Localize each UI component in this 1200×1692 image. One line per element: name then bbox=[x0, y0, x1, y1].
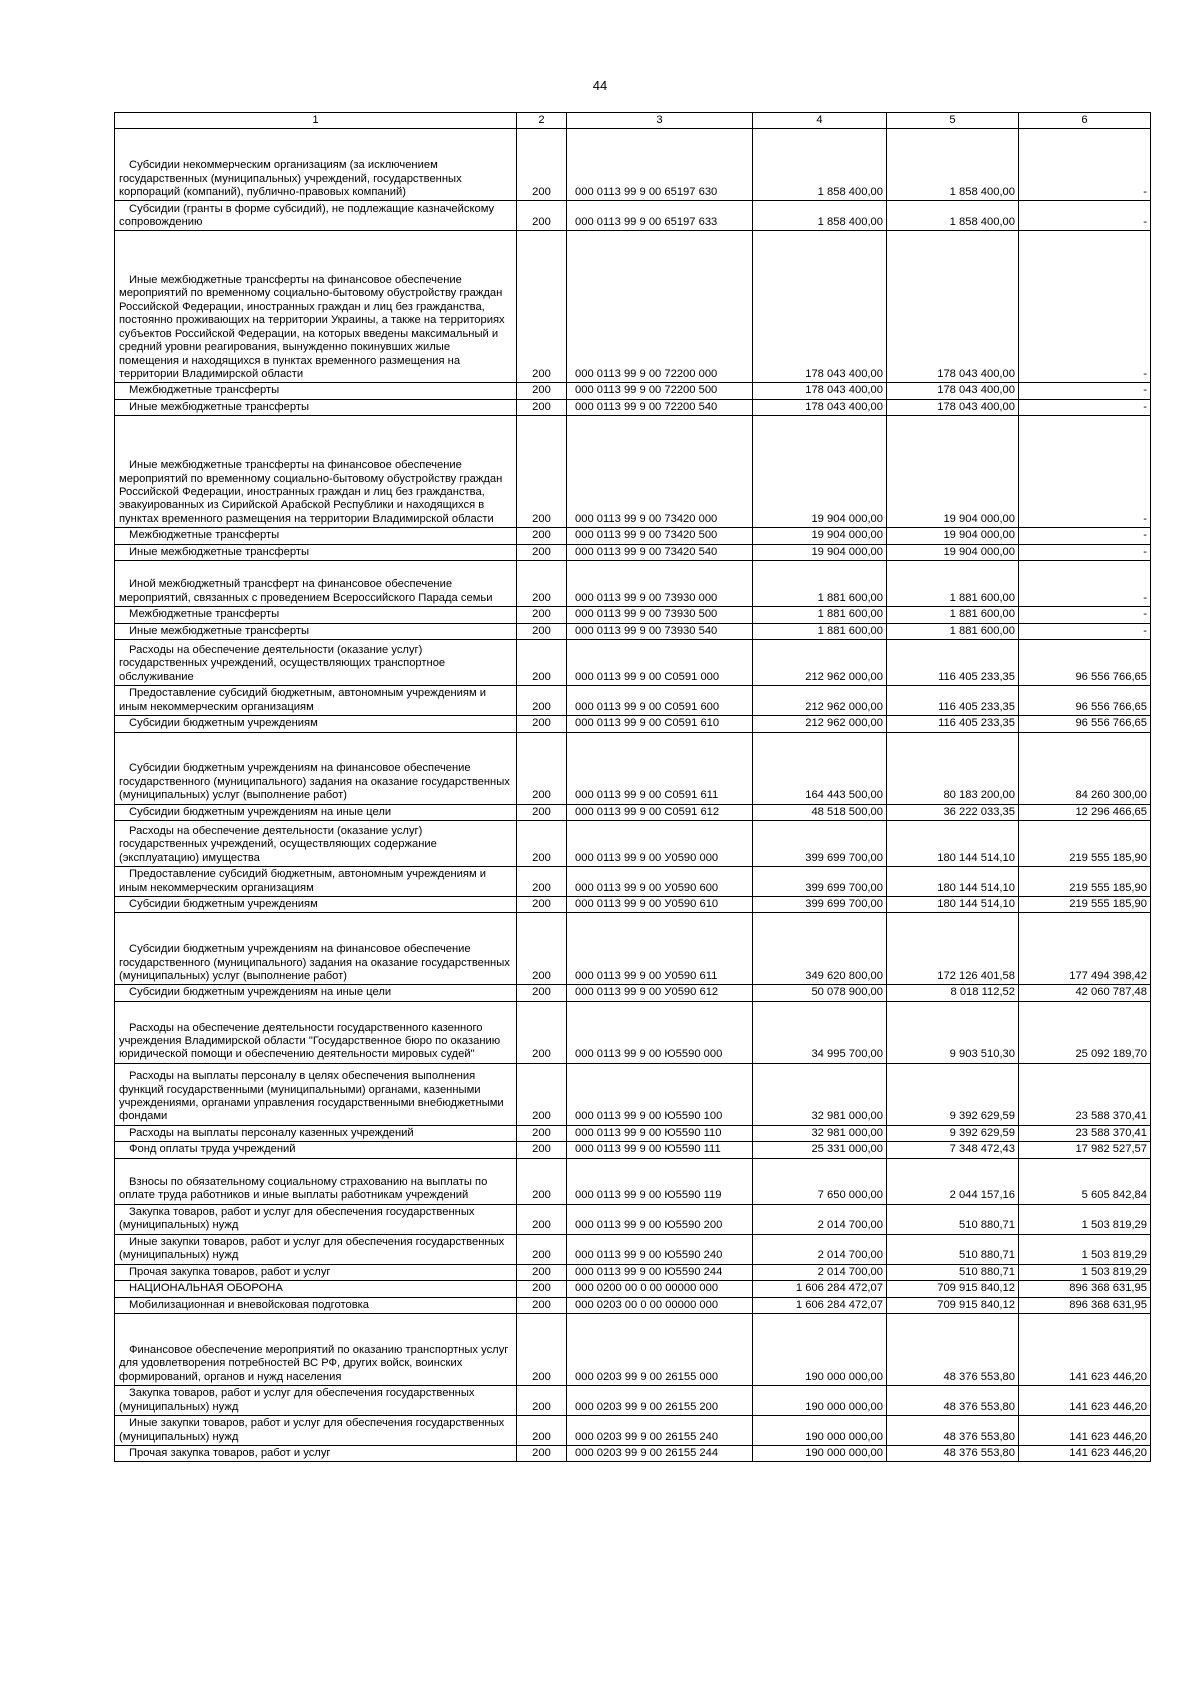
approved-amount-cell: 2 014 700,00 bbox=[753, 1204, 887, 1234]
table-row bbox=[115, 528, 1151, 544]
table-row bbox=[115, 1001, 1151, 1063]
remaining-amount-cell: 5 605 842,84 bbox=[1019, 1158, 1151, 1204]
executed-amount-cell: 9 903 510,30 bbox=[887, 1001, 1019, 1063]
approved-amount-cell: 2 014 700,00 bbox=[753, 1264, 887, 1280]
column-number-row bbox=[115, 113, 1151, 129]
row-name-cell: Расходы на выплаты персоналу в целях обеспечения выполнения функций государственными (муниципальными) органами, казенными учреждениями, органами управления государственными внебюджетными фондами bbox=[115, 1063, 517, 1125]
approved-amount-cell: 190 000 000,00 bbox=[753, 1314, 887, 1386]
remaining-amount-cell: 12 296 466,65 bbox=[1019, 804, 1151, 820]
executed-amount-cell: 19 904 000,00 bbox=[887, 544, 1019, 560]
table-row bbox=[115, 1264, 1151, 1280]
line-code-cell: 200 bbox=[517, 1264, 567, 1280]
line-code-cell: 200 bbox=[517, 1125, 567, 1141]
row-name-cell: Иные межбюджетные трансферты на финансовое обеспечение мероприятий по временному социально-бытовому обустройству граждан Российской Федерации, иностранных граждан и лиц без гражданства, постоянно проживающих на территории Украины, а также на территориях субъектов Российской Федерации, на которых введены максимальный и средний уровни реагирования, вынужденно покинувших жилые помещения и находящихся в пунктах временного размещения на территории Владимирской области bbox=[115, 231, 517, 383]
classification-code-cell: 000 0113 99 9 00 72200 000 bbox=[567, 231, 753, 383]
row-name-cell: Межбюджетные трансферты bbox=[115, 528, 517, 544]
classification-code-cell: 000 0113 99 9 00 У0590 600 bbox=[567, 866, 753, 896]
table-row bbox=[115, 416, 1151, 528]
row-name-cell: Иной межбюджетный трансферт на финансовое обеспечение мероприятий, связанных с проведением Всероссийского Парада семьи bbox=[115, 561, 517, 607]
remaining-amount-cell: 219 555 185,90 bbox=[1019, 866, 1151, 896]
approved-amount-cell: 34 995 700,00 bbox=[753, 1001, 887, 1063]
row-name-cell: Субсидии бюджетным учреждениям на финансовое обеспечение государственного (муниципального) задания на оказание государственных (муниципальных) услуг (выполнение работ) bbox=[115, 913, 517, 985]
row-name-cell: Расходы на выплаты персоналу казенных учреждений bbox=[115, 1125, 517, 1141]
table-row bbox=[115, 561, 1151, 607]
classification-code-cell: 000 0113 99 9 00 73420 000 bbox=[567, 416, 753, 528]
line-code-cell: 200 bbox=[517, 1314, 567, 1386]
line-code-cell: 200 bbox=[517, 1446, 567, 1462]
line-code-cell: 200 bbox=[517, 1204, 567, 1234]
table-row bbox=[115, 544, 1151, 560]
table-row bbox=[115, 1281, 1151, 1297]
line-code-cell: 200 bbox=[517, 1001, 567, 1063]
column-header: 4 bbox=[753, 113, 887, 129]
classification-code-cell: 000 0113 99 9 00 У0590 611 bbox=[567, 913, 753, 985]
approved-amount-cell: 1 606 284 472,07 bbox=[753, 1297, 887, 1313]
table-row bbox=[115, 913, 1151, 985]
row-name-cell: Субсидии бюджетным учреждениям на иные цели bbox=[115, 985, 517, 1001]
table-row bbox=[115, 1314, 1151, 1386]
page-number: 44 bbox=[592, 78, 608, 93]
classification-code-cell: 000 0203 99 9 00 26155 200 bbox=[567, 1386, 753, 1416]
remaining-amount-cell: 141 623 446,20 bbox=[1019, 1416, 1151, 1446]
remaining-amount-cell: 177 494 398,42 bbox=[1019, 913, 1151, 985]
table-row bbox=[115, 231, 1151, 383]
row-name-cell: Иные закупки товаров, работ и услуг для обеспечения государственных (муниципальных) нужд bbox=[115, 1234, 517, 1264]
approved-amount-cell: 399 699 700,00 bbox=[753, 820, 887, 866]
line-code-cell: 200 bbox=[517, 804, 567, 820]
remaining-amount-cell: - bbox=[1019, 528, 1151, 544]
classification-code-cell: 000 0113 99 9 00 Ю5590 119 bbox=[567, 1158, 753, 1204]
row-name-cell: Иные межбюджетные трансферты на финансовое обеспечение мероприятий по временному социально-бытовому обустройству граждан Российской Федерации, иностранных граждан и лиц без гражданства, эвакуированных из Сирийской Арабской Республики и находящихся в пунктах временного размещения на территории Владимирской области bbox=[115, 416, 517, 528]
remaining-amount-cell: - bbox=[1019, 201, 1151, 231]
line-code-cell: 200 bbox=[517, 528, 567, 544]
classification-code-cell: 000 0113 99 9 00 Ю5590 000 bbox=[567, 1001, 753, 1063]
table-row bbox=[115, 1446, 1151, 1462]
line-code-cell: 200 bbox=[517, 686, 567, 716]
line-code-cell: 200 bbox=[517, 399, 567, 415]
approved-amount-cell: 178 043 400,00 bbox=[753, 383, 887, 399]
line-code-cell: 200 bbox=[517, 1142, 567, 1158]
executed-amount-cell: 1 858 400,00 bbox=[887, 201, 1019, 231]
executed-amount-cell: 116 405 233,35 bbox=[887, 716, 1019, 732]
line-code-cell: 200 bbox=[517, 416, 567, 528]
table-row bbox=[115, 716, 1151, 732]
table-row bbox=[115, 1125, 1151, 1141]
line-code-cell: 200 bbox=[517, 1234, 567, 1264]
approved-amount-cell: 19 904 000,00 bbox=[753, 528, 887, 544]
approved-amount-cell: 7 650 000,00 bbox=[753, 1158, 887, 1204]
row-name-cell: Иные межбюджетные трансферты bbox=[115, 623, 517, 639]
table-row bbox=[115, 820, 1151, 866]
line-code-cell: 200 bbox=[517, 201, 567, 231]
line-code-cell: 200 bbox=[517, 1281, 567, 1297]
remaining-amount-cell: - bbox=[1019, 623, 1151, 639]
row-name-cell: Субсидии бюджетным учреждениям bbox=[115, 716, 517, 732]
approved-amount-cell: 212 962 000,00 bbox=[753, 686, 887, 716]
remaining-amount-cell: 896 368 631,95 bbox=[1019, 1281, 1151, 1297]
table-row bbox=[115, 623, 1151, 639]
executed-amount-cell: 180 144 514,10 bbox=[887, 820, 1019, 866]
executed-amount-cell: 8 018 112,52 bbox=[887, 985, 1019, 1001]
classification-code-cell: 000 0113 99 9 00 У0590 000 bbox=[567, 820, 753, 866]
table-row bbox=[115, 129, 1151, 201]
line-code-cell: 200 bbox=[517, 820, 567, 866]
approved-amount-cell: 25 331 000,00 bbox=[753, 1142, 887, 1158]
classification-code-cell: 000 0113 99 9 00 C0591 600 bbox=[567, 686, 753, 716]
column-header: 3 bbox=[567, 113, 753, 129]
line-code-cell: 200 bbox=[517, 1063, 567, 1125]
classification-code-cell: 000 0113 99 9 00 Ю5590 111 bbox=[567, 1142, 753, 1158]
executed-amount-cell: 2 044 157,16 bbox=[887, 1158, 1019, 1204]
remaining-amount-cell: - bbox=[1019, 561, 1151, 607]
executed-amount-cell: 36 222 033,35 bbox=[887, 804, 1019, 820]
line-code-cell: 200 bbox=[517, 129, 567, 201]
column-header: 2 bbox=[517, 113, 567, 129]
executed-amount-cell: 1 881 600,00 bbox=[887, 623, 1019, 639]
approved-amount-cell: 1 858 400,00 bbox=[753, 129, 887, 201]
executed-amount-cell: 510 880,71 bbox=[887, 1264, 1019, 1280]
line-code-cell: 200 bbox=[517, 896, 567, 912]
approved-amount-cell: 349 620 800,00 bbox=[753, 913, 887, 985]
classification-code-cell: 000 0113 99 9 00 73930 540 bbox=[567, 623, 753, 639]
remaining-amount-cell: - bbox=[1019, 416, 1151, 528]
row-name-cell: Предоставление субсидий бюджетным, автономным учреждениям и иным некоммерческим организациям bbox=[115, 686, 517, 716]
approved-amount-cell: 164 443 500,00 bbox=[753, 732, 887, 804]
line-code-cell: 200 bbox=[517, 640, 567, 686]
line-code-cell: 200 bbox=[517, 716, 567, 732]
executed-amount-cell: 1 858 400,00 bbox=[887, 129, 1019, 201]
remaining-amount-cell: 96 556 766,65 bbox=[1019, 640, 1151, 686]
remaining-amount-cell: 23 588 370,41 bbox=[1019, 1125, 1151, 1141]
row-name-cell: Финансовое обеспечение мероприятий по оказанию транспортных услуг для удовлетворения потребностей ВС РФ, других войск, воинских формирований, органов и нужд населения bbox=[115, 1314, 517, 1386]
remaining-amount-cell: 1 503 819,29 bbox=[1019, 1234, 1151, 1264]
table-row bbox=[115, 607, 1151, 623]
classification-code-cell: 000 0203 99 9 00 26155 240 bbox=[567, 1416, 753, 1446]
executed-amount-cell: 709 915 840,12 bbox=[887, 1297, 1019, 1313]
remaining-amount-cell: 896 368 631,95 bbox=[1019, 1297, 1151, 1313]
approved-amount-cell: 19 904 000,00 bbox=[753, 416, 887, 528]
classification-code-cell: 000 0203 99 9 00 26155 244 bbox=[567, 1446, 753, 1462]
line-code-cell: 200 bbox=[517, 383, 567, 399]
approved-amount-cell: 19 904 000,00 bbox=[753, 544, 887, 560]
row-name-cell: Предоставление субсидий бюджетным, автономным учреждениям и иным некоммерческим организациям bbox=[115, 866, 517, 896]
classification-code-cell: 000 0113 99 9 00 C0591 610 bbox=[567, 716, 753, 732]
executed-amount-cell: 172 126 401,58 bbox=[887, 913, 1019, 985]
remaining-amount-cell: 219 555 185,90 bbox=[1019, 896, 1151, 912]
table-row bbox=[115, 1142, 1151, 1158]
row-name-cell: Прочая закупка товаров, работ и услуг bbox=[115, 1264, 517, 1280]
executed-amount-cell: 48 376 553,80 bbox=[887, 1416, 1019, 1446]
row-name-cell: Взносы по обязательному социальному страхованию на выплаты по оплате труда работников и иные выплаты работникам учреждений bbox=[115, 1158, 517, 1204]
row-name-cell: Субсидии бюджетным учреждениям на иные цели bbox=[115, 804, 517, 820]
remaining-amount-cell: 23 588 370,41 bbox=[1019, 1063, 1151, 1125]
column-header: 5 bbox=[887, 113, 1019, 129]
row-name-cell: Субсидии бюджетным учреждениям bbox=[115, 896, 517, 912]
table-row bbox=[115, 1204, 1151, 1234]
classification-code-cell: 000 0113 99 9 00 C0591 000 bbox=[567, 640, 753, 686]
row-name-cell: Иные закупки товаров, работ и услуг для обеспечения государственных (муниципальных) нужд bbox=[115, 1416, 517, 1446]
remaining-amount-cell: 96 556 766,65 bbox=[1019, 686, 1151, 716]
executed-amount-cell: 178 043 400,00 bbox=[887, 399, 1019, 415]
executed-amount-cell: 7 348 472,43 bbox=[887, 1142, 1019, 1158]
executed-amount-cell: 510 880,71 bbox=[887, 1234, 1019, 1264]
table-row bbox=[115, 686, 1151, 716]
executed-amount-cell: 709 915 840,12 bbox=[887, 1281, 1019, 1297]
approved-amount-cell: 32 981 000,00 bbox=[753, 1063, 887, 1125]
row-name-cell: Межбюджетные трансферты bbox=[115, 607, 517, 623]
table-row bbox=[115, 732, 1151, 804]
approved-amount-cell: 212 962 000,00 bbox=[753, 640, 887, 686]
approved-amount-cell: 212 962 000,00 bbox=[753, 716, 887, 732]
table-row bbox=[115, 399, 1151, 415]
classification-code-cell: 000 0113 99 9 00 72200 500 bbox=[567, 383, 753, 399]
executed-amount-cell: 1 881 600,00 bbox=[887, 561, 1019, 607]
executed-amount-cell: 9 392 629,59 bbox=[887, 1125, 1019, 1141]
row-name-cell: Межбюджетные трансферты bbox=[115, 383, 517, 399]
table-row bbox=[115, 1416, 1151, 1446]
approved-amount-cell: 50 078 900,00 bbox=[753, 985, 887, 1001]
row-name-cell: Субсидии бюджетным учреждениям на финансовое обеспечение государственного (муниципального) задания на оказание государственных (муниципальных) услуг (выполнение работ) bbox=[115, 732, 517, 804]
executed-amount-cell: 19 904 000,00 bbox=[887, 416, 1019, 528]
approved-amount-cell: 399 699 700,00 bbox=[753, 896, 887, 912]
classification-code-cell: 000 0113 99 9 00 73420 540 bbox=[567, 544, 753, 560]
remaining-amount-cell: 1 503 819,29 bbox=[1019, 1264, 1151, 1280]
executed-amount-cell: 116 405 233,35 bbox=[887, 640, 1019, 686]
approved-amount-cell: 32 981 000,00 bbox=[753, 1125, 887, 1141]
approved-amount-cell: 1 606 284 472,07 bbox=[753, 1281, 887, 1297]
classification-code-cell: 000 0113 99 9 00 Ю5590 100 bbox=[567, 1063, 753, 1125]
remaining-amount-cell: 96 556 766,65 bbox=[1019, 716, 1151, 732]
approved-amount-cell: 1 881 600,00 bbox=[753, 561, 887, 607]
executed-amount-cell: 178 043 400,00 bbox=[887, 231, 1019, 383]
line-code-cell: 200 bbox=[517, 623, 567, 639]
table-row bbox=[115, 804, 1151, 820]
row-name-cell: Мобилизационная и вневойсковая подготовка bbox=[115, 1297, 517, 1313]
row-name-cell: НАЦИОНАЛЬНАЯ ОБОРОНА bbox=[115, 1281, 517, 1297]
table-row bbox=[115, 1063, 1151, 1125]
row-name-cell: Расходы на обеспечение деятельности (оказание услуг) государственных учреждений, осуществляющих содержание (эксплуатацию) имущества bbox=[115, 820, 517, 866]
table-row bbox=[115, 1386, 1151, 1416]
approved-amount-cell: 190 000 000,00 bbox=[753, 1386, 887, 1416]
remaining-amount-cell: - bbox=[1019, 399, 1151, 415]
row-name-cell: Расходы на обеспечение деятельности (оказание услуг) государственных учреждений, осуществляющих транспортное обслуживание bbox=[115, 640, 517, 686]
table-row bbox=[115, 1234, 1151, 1264]
row-name-cell: Прочая закупка товаров, работ и услуг bbox=[115, 1446, 517, 1462]
line-code-cell: 200 bbox=[517, 1386, 567, 1416]
approved-amount-cell: 1 881 600,00 bbox=[753, 623, 887, 639]
executed-amount-cell: 9 392 629,59 bbox=[887, 1063, 1019, 1125]
executed-amount-cell: 180 144 514,10 bbox=[887, 866, 1019, 896]
remaining-amount-cell: 141 623 446,20 bbox=[1019, 1386, 1151, 1416]
table-body bbox=[115, 129, 1151, 1462]
row-name-cell: Субсидии (гранты в форме субсидий), не подлежащие казначейскому сопровождению bbox=[115, 201, 517, 231]
row-name-cell: Фонд оплаты труда учреждений bbox=[115, 1142, 517, 1158]
approved-amount-cell: 399 699 700,00 bbox=[753, 866, 887, 896]
classification-code-cell: 000 0113 99 9 00 73930 000 bbox=[567, 561, 753, 607]
approved-amount-cell: 1 881 600,00 bbox=[753, 607, 887, 623]
row-name-cell: Расходы на обеспечение деятельности государственного казенного учреждения Владимирской области "Государственное бюро по оказанию юридической помощи и обеспечению деятельности мировых судей" bbox=[115, 1001, 517, 1063]
executed-amount-cell: 19 904 000,00 bbox=[887, 528, 1019, 544]
column-header: 6 bbox=[1019, 113, 1151, 129]
remaining-amount-cell: - bbox=[1019, 607, 1151, 623]
classification-code-cell: 000 0113 99 9 00 У0590 610 bbox=[567, 896, 753, 912]
classification-code-cell: 000 0203 99 9 00 26155 000 bbox=[567, 1314, 753, 1386]
line-code-cell: 200 bbox=[517, 1297, 567, 1313]
classification-code-cell: 000 0113 99 9 00 73420 500 bbox=[567, 528, 753, 544]
budget-execution-table bbox=[114, 112, 1151, 1462]
approved-amount-cell: 1 858 400,00 bbox=[753, 201, 887, 231]
line-code-cell: 200 bbox=[517, 866, 567, 896]
classification-code-cell: 000 0113 99 9 00 Ю5590 200 bbox=[567, 1204, 753, 1234]
approved-amount-cell: 190 000 000,00 bbox=[753, 1446, 887, 1462]
line-code-cell: 200 bbox=[517, 607, 567, 623]
line-code-cell: 200 bbox=[517, 1416, 567, 1446]
classification-code-cell: 000 0203 00 0 00 00000 000 bbox=[567, 1297, 753, 1313]
remaining-amount-cell: 84 260 300,00 bbox=[1019, 732, 1151, 804]
remaining-amount-cell: - bbox=[1019, 231, 1151, 383]
remaining-amount-cell: - bbox=[1019, 544, 1151, 560]
remaining-amount-cell: 219 555 185,90 bbox=[1019, 820, 1151, 866]
executed-amount-cell: 48 376 553,80 bbox=[887, 1446, 1019, 1462]
classification-code-cell: 000 0113 99 9 00 65197 633 bbox=[567, 201, 753, 231]
table-row bbox=[115, 383, 1151, 399]
classification-code-cell: 000 0113 99 9 00 C0591 612 bbox=[567, 804, 753, 820]
table-row bbox=[115, 1158, 1151, 1204]
classification-code-cell: 000 0113 99 9 00 Ю5590 244 bbox=[567, 1264, 753, 1280]
line-code-cell: 200 bbox=[517, 231, 567, 383]
classification-code-cell: 000 0113 99 9 00 72200 540 bbox=[567, 399, 753, 415]
remaining-amount-cell: 42 060 787,48 bbox=[1019, 985, 1151, 1001]
executed-amount-cell: 180 144 514,10 bbox=[887, 896, 1019, 912]
table-row bbox=[115, 640, 1151, 686]
remaining-amount-cell: 25 092 189,70 bbox=[1019, 1001, 1151, 1063]
classification-code-cell: 000 0113 99 9 00 73930 500 bbox=[567, 607, 753, 623]
executed-amount-cell: 178 043 400,00 bbox=[887, 383, 1019, 399]
line-code-cell: 200 bbox=[517, 561, 567, 607]
classification-code-cell: 000 0113 99 9 00 Ю5590 110 bbox=[567, 1125, 753, 1141]
executed-amount-cell: 80 183 200,00 bbox=[887, 732, 1019, 804]
executed-amount-cell: 510 880,71 bbox=[887, 1204, 1019, 1234]
remaining-amount-cell: 141 623 446,20 bbox=[1019, 1446, 1151, 1462]
remaining-amount-cell: - bbox=[1019, 129, 1151, 201]
row-name-cell: Закупка товаров, работ и услуг для обеспечения государственных (муниципальных) нужд bbox=[115, 1204, 517, 1234]
remaining-amount-cell: 1 503 819,29 bbox=[1019, 1204, 1151, 1234]
table-row bbox=[115, 985, 1151, 1001]
row-name-cell: Закупка товаров, работ и услуг для обеспечения государственных (муниципальных) нужд bbox=[115, 1386, 517, 1416]
line-code-cell: 200 bbox=[517, 985, 567, 1001]
line-code-cell: 200 bbox=[517, 1158, 567, 1204]
remaining-amount-cell: 17 982 527,57 bbox=[1019, 1142, 1151, 1158]
line-code-cell: 200 bbox=[517, 544, 567, 560]
table-row bbox=[115, 201, 1151, 231]
remaining-amount-cell: 141 623 446,20 bbox=[1019, 1314, 1151, 1386]
executed-amount-cell: 48 376 553,80 bbox=[887, 1314, 1019, 1386]
column-header: 1 bbox=[115, 113, 517, 129]
classification-code-cell: 000 0200 00 0 00 00000 000 bbox=[567, 1281, 753, 1297]
approved-amount-cell: 2 014 700,00 bbox=[753, 1234, 887, 1264]
table-row bbox=[115, 896, 1151, 912]
row-name-cell: Субсидии некоммерческим организациям (за исключением государственных (муниципальных) учреждений, государственных корпораций (компаний), публично-правовых компаний) bbox=[115, 129, 517, 201]
approved-amount-cell: 178 043 400,00 bbox=[753, 399, 887, 415]
table-row bbox=[115, 866, 1151, 896]
executed-amount-cell: 116 405 233,35 bbox=[887, 686, 1019, 716]
table-row bbox=[115, 1297, 1151, 1313]
classification-code-cell: 000 0113 99 9 00 C0591 611 bbox=[567, 732, 753, 804]
classification-code-cell: 000 0113 99 9 00 У0590 612 bbox=[567, 985, 753, 1001]
row-name-cell: Иные межбюджетные трансферты bbox=[115, 399, 517, 415]
line-code-cell: 200 bbox=[517, 913, 567, 985]
approved-amount-cell: 178 043 400,00 bbox=[753, 231, 887, 383]
approved-amount-cell: 190 000 000,00 bbox=[753, 1416, 887, 1446]
remaining-amount-cell: - bbox=[1019, 383, 1151, 399]
classification-code-cell: 000 0113 99 9 00 65197 630 bbox=[567, 129, 753, 201]
line-code-cell: 200 bbox=[517, 732, 567, 804]
approved-amount-cell: 48 518 500,00 bbox=[753, 804, 887, 820]
executed-amount-cell: 1 881 600,00 bbox=[887, 607, 1019, 623]
classification-code-cell: 000 0113 99 9 00 Ю5590 240 bbox=[567, 1234, 753, 1264]
executed-amount-cell: 48 376 553,80 bbox=[887, 1386, 1019, 1416]
row-name-cell: Иные межбюджетные трансферты bbox=[115, 544, 517, 560]
